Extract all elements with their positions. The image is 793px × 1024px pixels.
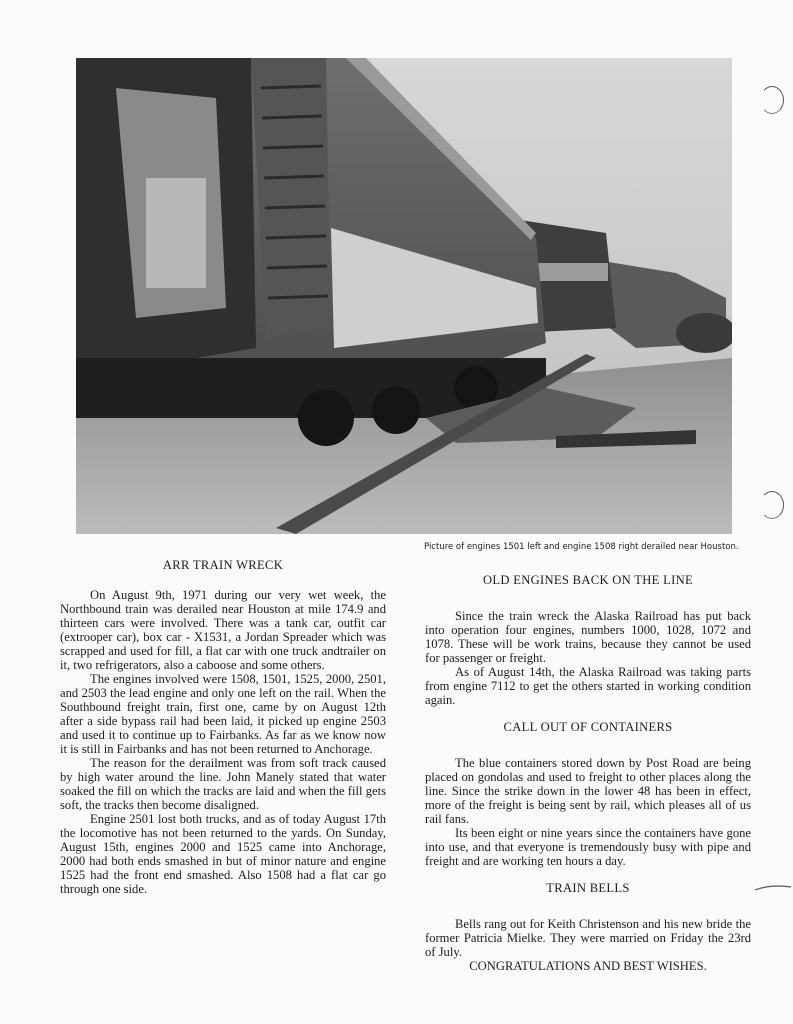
engines-paragraph: As of August 14th, the Alaska Railroad was taking parts from engine 7112 to get the others started in working condition again.	[425, 665, 751, 707]
containers-paragraph: The blue containers stored down by Post Road are being placed on gondolas and used to freight to other places along the line. Since the strike down in the lower 48 has been in effect, more of the freight is being sent by rail, which pleases all of us rail fans.	[425, 756, 751, 826]
containers-section	[425, 756, 751, 868]
bells-paragraph: Bells rang out for Keith Christenson and his new bride the former Patricia Mielke. They were married on Friday the 23rd of July.	[425, 917, 751, 959]
left-column	[60, 558, 386, 896]
train-wreck-illustration	[76, 58, 732, 534]
engines-section	[425, 609, 751, 707]
bells-section-title: TRAIN BELLS	[546, 881, 630, 895]
article-paragraph: Engine 2501 lost both trucks, and as of today August 17th the locomotive has not been returned to the yards. On Sunday, August 15th, engines 2000 and 1525 came into Anchorage, 2000 had both ends smashed in but of minor nature and engine 1525 had the front end smashed. Also 1508 had a flat car go through one side.	[60, 812, 386, 896]
containers-paragraph: Its been eight or nine years since the containers have gone into use, and that everyone is tremendously busy with pipe and freight and are working ten hours a day.	[425, 826, 751, 868]
article-title: ARR TRAIN WRECK	[162, 558, 284, 572]
article-paragraph: On August 9th, 1971 during our very wet week, the Northbound train was derailed near Houston at mile 174.9 and thirteen cars were involved. There was a tank car, outfit car (extrooper car), box car - X1531, a Jordan Spreader which was scrapped and used for fill, a flat car with one truck andtrailer on it, two refrigerators, also a caboose and some others.	[60, 588, 386, 672]
edge-mark	[753, 884, 793, 892]
bells-closing: CONGRATULATIONS AND BEST WISHES.	[469, 959, 707, 973]
punch-hole-top	[760, 86, 784, 114]
photo-caption: Picture of engines 1501 left and engine 1508 right derailed near Houston.	[424, 542, 739, 552]
punch-hole-middle	[760, 491, 784, 519]
train-wreck-photo	[76, 58, 732, 534]
engines-section-title: OLD ENGINES BACK ON THE LINE	[483, 573, 693, 587]
bells-section	[425, 917, 751, 973]
containers-section-title: CALL OUT OF CONTAINERS	[503, 720, 673, 734]
engines-paragraph: Since the train wreck the Alaska Railroad has put back into operation four engines, numbers 1000, 1028, 1072 and 1078. These will be work trains, because they cannot be used for passenger or freight.	[425, 609, 751, 665]
article-paragraph: The engines involved were 1508, 1501, 1525, 2000, 2501, and 2503 the lead engine and only one left on the rail. When the Southbound freight train, first one, came by on August 12th after a side bypass rail had been laid, it picked up engine 2503 and used it to continue up to Fairbanks. As far as we know now it is still in Fairbanks and has not been returned to Anchorage.	[60, 672, 386, 756]
article-paragraph: The reason for the derailment was from soft track caused by high water around the line. John Manely stated that water soaked the fill on which the tracks are laid and when the fill gets soft, the tracks then become disaligned.	[60, 756, 386, 812]
right-column	[425, 573, 751, 973]
